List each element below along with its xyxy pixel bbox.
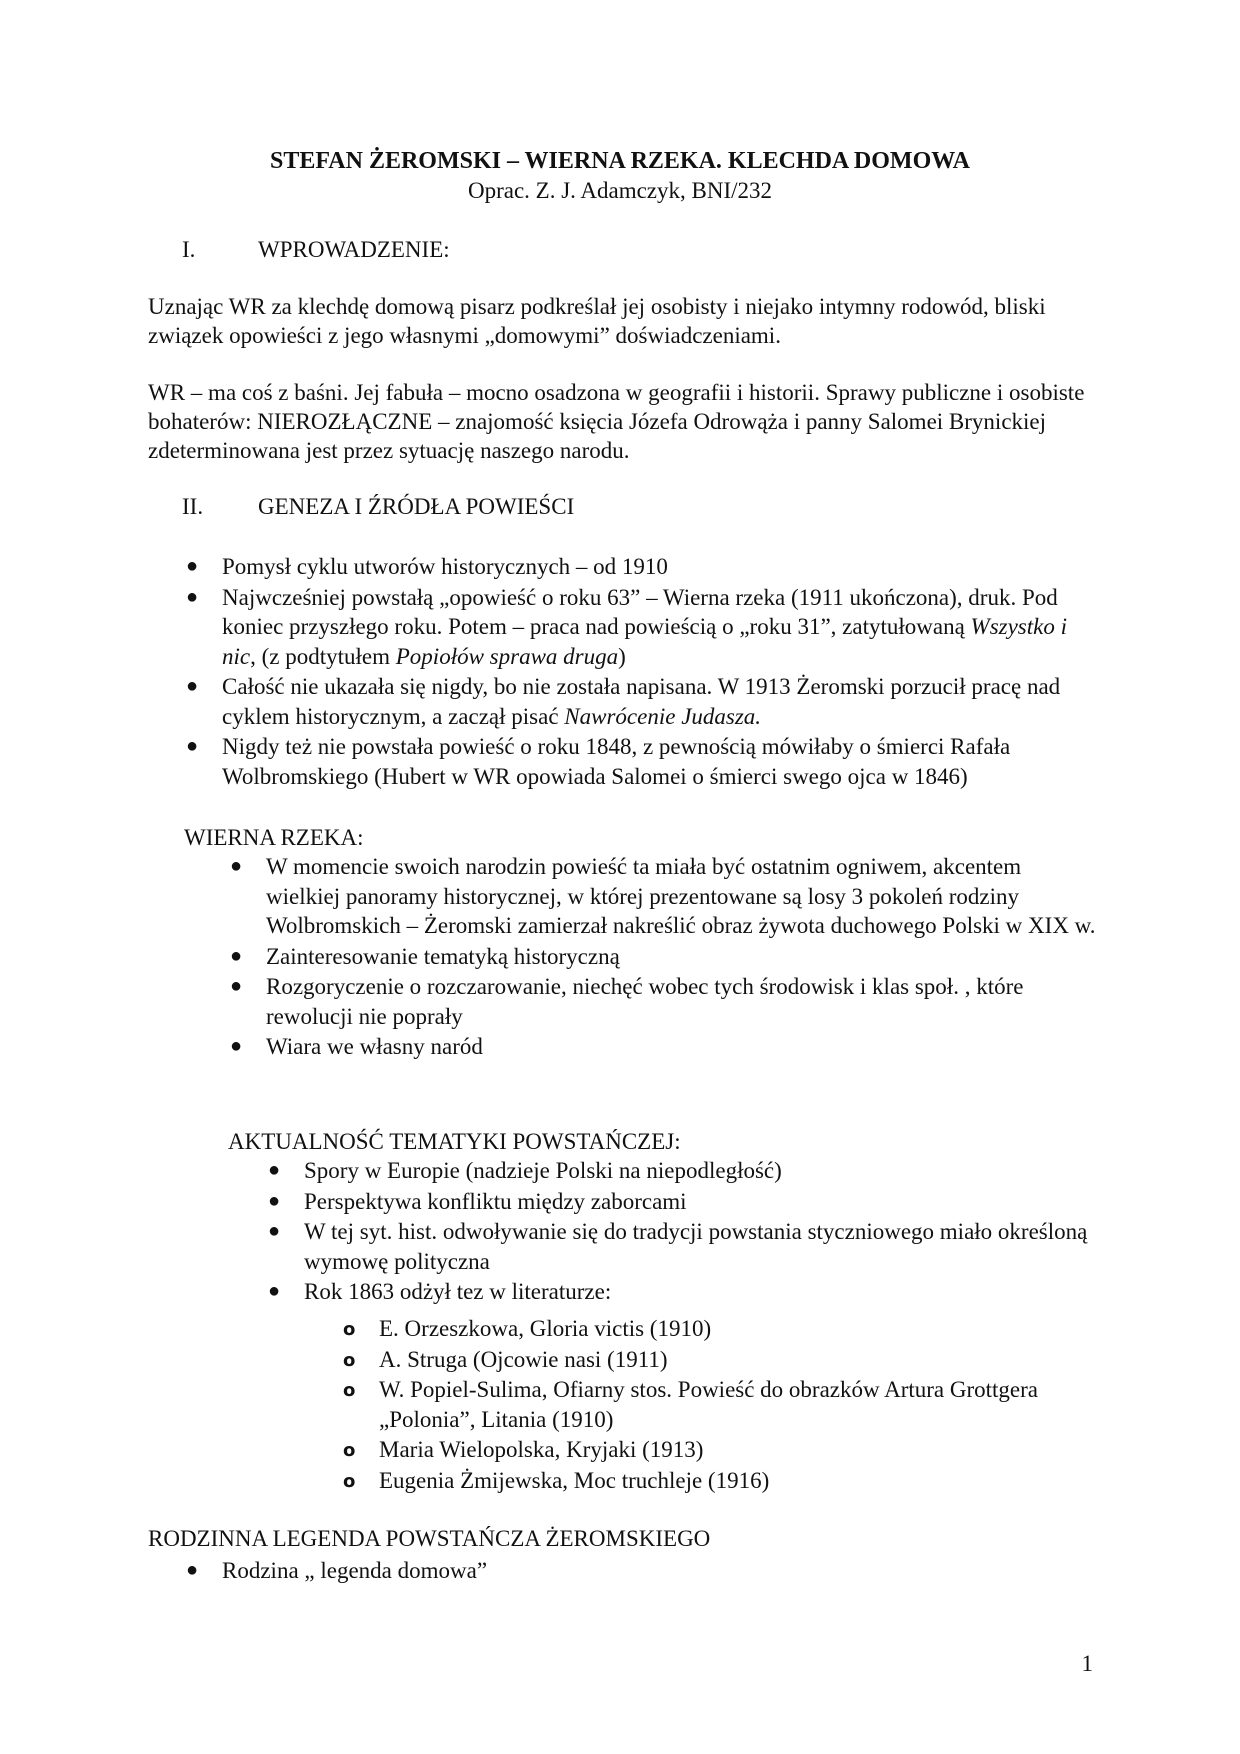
page-number: 1 (1081, 1651, 1093, 1676)
italic-title: Wszystko i nic (222, 614, 1067, 669)
bullet-icon: ● (230, 855, 243, 877)
wierna-rzeka-list (230, 852, 1096, 1063)
list-item (186, 732, 1096, 791)
list-item-text: W. Popiel-Sulima, Ofiarny stos. Powieść do obrazków Artura Grottgera „Polonia”, Litania (1910) (379, 1377, 1039, 1432)
list-item-text: Wiara we własny naród (266, 1034, 483, 1059)
section-1-heading: WPROWADZENIE: (258, 237, 450, 262)
literature-list (343, 1314, 1063, 1496)
list-item (186, 552, 1096, 582)
list-item-text: Spory w Europie (nadzieje Polski na niepodległość) (304, 1158, 782, 1183)
bullet-icon: ● (268, 1159, 281, 1181)
bullet-icon: ● (186, 555, 199, 577)
aktualnosc-heading: AKTUALNOŚĆ TEMATYKI POWSTAŃCZEJ: (228, 1129, 681, 1154)
circle-bullet-icon: o (343, 1349, 356, 1371)
list-item (230, 852, 1096, 941)
list-item-text: Rodzina „ legenda domowa” (222, 1558, 488, 1583)
circle-bullet-icon: o (343, 1380, 356, 1401)
list-item-text: E. Orzeszkowa, Gloria victis (1910) (379, 1316, 712, 1341)
list-item (230, 972, 1096, 1031)
list-item-text: Rok 1863 odżył tez w literaturze: (304, 1279, 612, 1304)
circle-bullet-icon: o (343, 1440, 356, 1461)
list-item-text: Pomysł cyklu utworów historycznych – od 1910 (222, 554, 668, 579)
bullet-icon: ● (186, 585, 199, 608)
list-item-text: Maria Wielopolska, Kryjaki (1913) (379, 1437, 704, 1462)
intro-paragraph-1: Uznając WR za klechdę domową pisarz podkreślał jej osobisty i niejako intymny rodowód, bliski związek opowieści z jego własnymi „domowymi” doświadczeniami. (148, 294, 1046, 348)
circle-bullet-icon: o (343, 1470, 356, 1492)
section-1-number: I. (182, 237, 196, 262)
list-item-text: Perspektywa konfliktu między zaborcami (304, 1188, 687, 1214)
list-item (268, 1277, 1098, 1307)
section-2-heading: GENEZA I ŹRÓDŁA POWIEŚCI (258, 494, 575, 519)
bullet-icon: ● (186, 735, 199, 757)
list-item (343, 1435, 1063, 1465)
list-item (268, 1187, 1098, 1217)
list-item (268, 1217, 1098, 1276)
list-item-text: Nigdy też nie powstała powieść o roku 1848, z pewnością mówiłaby o śmierci Rafała Wolbromskiego (Hubert w WR opowiada Salomei o śmierci swego ojca w 1846) (222, 734, 1011, 789)
document-title: STEFAN ŻEROMSKI – WIERNA RZEKA. KLECHDA DOMOWA (270, 148, 970, 174)
list-item (186, 1556, 1086, 1586)
list-item-text: Zainteresowanie tematyką historyczną (266, 943, 620, 969)
list-item (268, 1156, 1098, 1186)
bullet-icon: ● (230, 944, 243, 967)
italic-title: Popiołów sprawa druga (395, 643, 619, 669)
list-item-text: A. Struga (Ojcowie nasi (1911) (379, 1346, 668, 1372)
list-item (230, 942, 1096, 972)
list-item (186, 583, 1096, 672)
bullet-icon: ● (186, 675, 199, 697)
wierna-rzeka-heading: WIERNA RZEKA: (184, 825, 364, 850)
italic-title: Nawrócenie Judasza. (564, 703, 762, 729)
list-item (343, 1345, 1063, 1375)
bullet-icon: ● (268, 1220, 281, 1242)
list-item-text: W tej syt. hist. odwoływanie się do tradycji powstania styczniowego miało określoną wymowę polityczna (304, 1219, 1088, 1274)
legend-list (186, 1556, 1086, 1587)
intro-paragraph-2: WR – ma coś z baśni. Jej fabuła – mocno osadzona w geografii i historii. Sprawy publiczne i osobiste bohaterów: NIEROZŁĄCZNE – znajomość księcia Józefa Odrowąża i panny Salomei Brynickiej zdeterminowana jest przez sytuację naszego narodu. (148, 380, 1085, 463)
aktualnosc-list (268, 1156, 1098, 1308)
bullet-icon: ● (268, 1280, 281, 1302)
list-item-text: Najwcześniej powstałą „opowieść o roku 63” – Wierna rzeka (1911 ukończona), druk. Pod koniec przyszłego roku. Potem – praca nad powieścią o „roku 31”, zatytułowaną Wszystko i nic, (z podtytułem Popiołów sprawa druga) (222, 584, 1067, 669)
section-2-number: II. (182, 494, 204, 519)
bullet-icon: ● (230, 1035, 243, 1057)
list-item-text: W momencie swoich narodzin powieść ta miała być ostatnim ogniwem, akcentem wielkiej panoramy historycznej, w której prezentowane są losy 3 pokoleń rodziny Wolbromskich – Żeromski zamierzał nakreślić obraz żywota duchowego Polski w XIX w. (266, 854, 1096, 938)
list-item (230, 1032, 1096, 1062)
list-item-text: Całość nie ukazała się nigdy, bo nie została napisana. W 1913 Żeromski porzucił pracę nad cyklem historycznym, a zaczął pisać Nawrócenie Judasza. (222, 674, 1061, 729)
circle-bullet-icon: o (343, 1319, 356, 1340)
genesis-list (186, 552, 1096, 792)
legend-heading: RODZINNA LEGENDA POWSTAŃCZA ŻEROMSKIEGO (148, 1526, 711, 1551)
list-item-text: Rozgoryczenie o rozczarowanie, niechęć wobec tych środowisk i klas społ. , które rewolucji nie poprały (266, 974, 1024, 1029)
document-subtitle: Oprac. Z. J. Adamczyk, BNI/232 (467, 178, 773, 203)
list-item (343, 1314, 1063, 1344)
bullet-icon: ● (268, 1189, 281, 1212)
list-item (343, 1375, 1063, 1434)
bullet-icon: ● (186, 1559, 199, 1581)
list-item (343, 1466, 1063, 1496)
list-item (186, 672, 1096, 731)
list-item-text: Eugenia Żmijewska, Moc truchleje (1916) (379, 1467, 770, 1493)
bullet-icon: ● (230, 975, 243, 997)
